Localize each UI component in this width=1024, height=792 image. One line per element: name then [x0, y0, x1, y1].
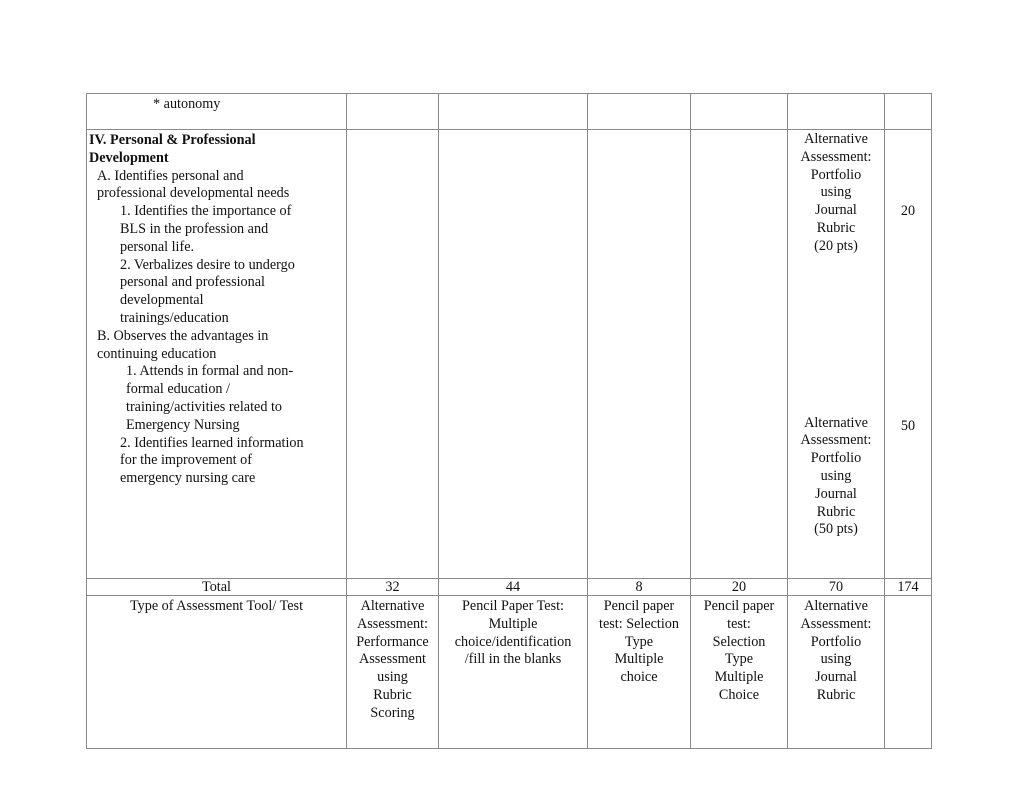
total-value: 174: [885, 579, 932, 596]
alternative-assessment-cell: [788, 130, 885, 579]
objective-b: [89, 328, 346, 364]
assessment-text: Portfolio: [810, 450, 862, 467]
objective-text: formal education /: [126, 381, 231, 398]
empty-cell: [347, 130, 439, 579]
objective-text: BLS in the profession and: [120, 220, 269, 237]
objective-text: personal life.: [120, 238, 195, 255]
objective-text: personal and professional: [120, 274, 265, 291]
section-heading: IV. Personal & Professional: [89, 132, 256, 148]
objective-text: 2. Verbalizes desire to undergo: [120, 256, 295, 273]
assessment-type-cell: [788, 596, 885, 749]
assessment-type-text: choice/identification: [454, 633, 572, 650]
empty-cell: [788, 94, 885, 130]
assessment-type-text: Pencil paper: [703, 598, 775, 614]
assessment-block-1: [788, 131, 884, 256]
assessment-type-cell: [691, 596, 788, 749]
assessment-type-text: using: [820, 651, 852, 668]
empty-cell: [439, 94, 588, 130]
assessment-type-text: Performance: [356, 633, 429, 650]
points-cell: [885, 130, 932, 579]
assessment-type-text: Alternative: [804, 598, 868, 614]
table-row-section-iv: [87, 130, 932, 579]
empty-cell: [588, 94, 691, 130]
points-value: 50: [900, 417, 916, 434]
assessment-text: Alternative: [804, 414, 868, 431]
assessment-text: (50 pts): [814, 521, 858, 538]
assessment-type-cell: [347, 596, 439, 749]
objective-text: 1. Identifies the importance of: [120, 203, 292, 220]
empty-cell: [885, 94, 932, 130]
assessment-text: Alternative: [804, 131, 868, 147]
assessment-text: using: [820, 184, 852, 201]
assessment-type-text: choice: [620, 669, 658, 686]
total-value: 8: [588, 579, 691, 596]
autonomy-cell: [87, 94, 347, 130]
assessment-type-text: Rubric: [816, 686, 856, 703]
table-row-total: [87, 579, 932, 596]
assessment-type-text: Portfolio: [810, 633, 862, 650]
assessment-type-text: Type: [624, 633, 654, 650]
objective-text: B. Observes the advantages in: [97, 327, 269, 344]
assessment-text: Assessment:: [800, 148, 872, 165]
objective-text: for the improvement of: [120, 452, 252, 469]
objective-a: [89, 168, 346, 204]
empty-cell: [439, 130, 588, 579]
total-label: Total: [87, 579, 347, 596]
section-iv-content-cell: [87, 130, 347, 579]
assessment-type-text: test: Selection: [599, 615, 679, 632]
assessment-type-text: Multiple: [714, 669, 764, 686]
assessment-type-cell: [588, 596, 691, 749]
assessment-text: Assessment:: [800, 432, 872, 449]
objective-a1: [89, 203, 346, 256]
total-value: 32: [347, 579, 439, 596]
assessment-type-text: Type: [724, 651, 754, 668]
objective-text: 1. Attends in formal and non-: [126, 363, 294, 380]
objective-text: Emergency Nursing: [126, 416, 240, 433]
total-value: 70: [788, 579, 885, 596]
autonomy-label: * autonomy: [153, 96, 221, 112]
objective-a2: [89, 257, 346, 328]
assessment-type-text: using: [377, 669, 408, 686]
assessment-text: Portfolio: [810, 166, 862, 183]
table-row-autonomy: [87, 94, 932, 130]
empty-cell: [691, 94, 788, 130]
objective-text: continuing education: [97, 345, 217, 362]
assessment-text: (20 pts): [814, 237, 858, 254]
objective-text: 2. Identifies learned information: [120, 434, 304, 451]
assessment-type-text: Choice: [718, 686, 760, 703]
assessment-type-text: Multiple: [488, 615, 538, 632]
objective-text: A. Identifies personal and: [97, 167, 244, 184]
assessment-type-text: Assessment: [359, 651, 426, 668]
assessment-text: Rubric: [816, 219, 856, 236]
points-value: 20: [900, 203, 916, 219]
total-value: 20: [691, 579, 788, 596]
assessment-text: Journal: [815, 202, 857, 219]
assessment-type-label: Type of Assessment Tool/ Test: [87, 596, 347, 749]
assessment-type-text: Alternative: [360, 598, 425, 614]
assessment-type-text: Pencil Paper Test:: [462, 598, 564, 614]
empty-cell: [691, 130, 788, 579]
section-heading: Development: [89, 149, 169, 166]
objective-b2: [89, 435, 346, 488]
assessment-table: [86, 93, 932, 749]
assessment-text: Rubric: [816, 503, 856, 520]
assessment-block-2: [788, 415, 884, 540]
assessment-type-text: test:: [727, 615, 751, 632]
table-row-assessment-type: [87, 596, 932, 749]
assessment-type-text: Multiple: [614, 651, 664, 668]
objective-text: emergency nursing care: [120, 470, 256, 487]
objective-text: professional developmental needs: [97, 185, 290, 202]
assessment-text: using: [820, 467, 852, 484]
assessment-type-text: /fill in the blanks: [464, 651, 562, 668]
assessment-type-text: Journal: [815, 669, 857, 686]
assessment-text: Journal: [815, 485, 857, 502]
assessment-type-text: Pencil paper: [603, 598, 675, 614]
assessment-type-text: Scoring: [370, 704, 415, 721]
total-value: 44: [439, 579, 588, 596]
objective-text: trainings/education: [120, 309, 229, 326]
objective-text: developmental: [120, 292, 204, 309]
assessment-type-cell: [439, 596, 588, 749]
empty-cell: [885, 596, 932, 749]
assessment-type-text: Assessment:: [800, 615, 872, 632]
assessment-type-text: Rubric: [373, 686, 412, 703]
empty-cell: [347, 94, 439, 130]
assessment-type-text: Assessment:: [357, 615, 428, 632]
objective-b1: [89, 363, 346, 434]
assessment-type-text: Selection: [712, 633, 766, 650]
objective-text: training/activities related to: [126, 398, 283, 415]
empty-cell: [588, 130, 691, 579]
